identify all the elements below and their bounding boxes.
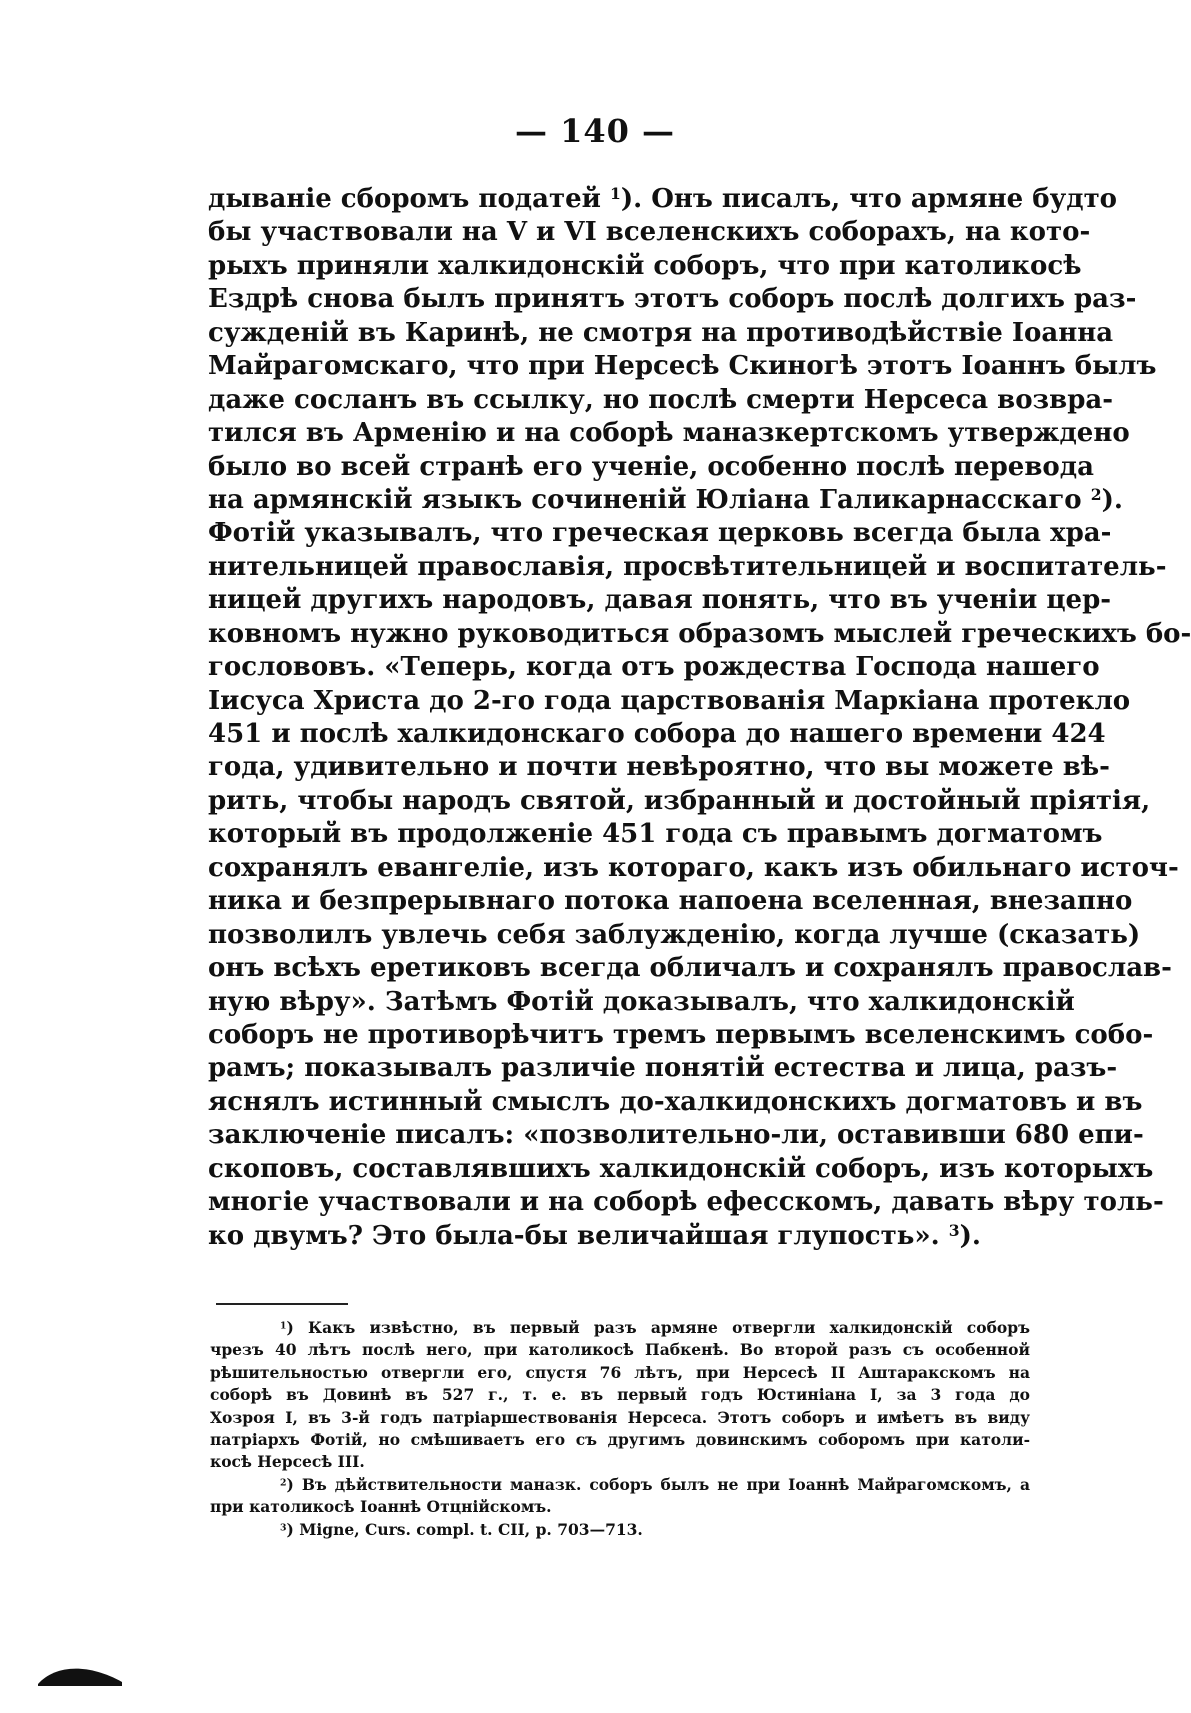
footnote-line bbox=[210, 1407, 1030, 1429]
footnote-text: ) Migne, Curs. compl. t. CII, p. 703—713. bbox=[286, 1519, 643, 1539]
text-line bbox=[208, 685, 1131, 718]
line-text: многіе участвовали и на соборѣ ефесскомъ, давать вѣру толь- bbox=[208, 1187, 1164, 1218]
footnote-text: рѣшительностью отвергли его, спустя 76 лѣтъ, при Нерсесѣ II Аштаракскомъ на bbox=[210, 1362, 1030, 1382]
line-text: яснялъ истинный смыслъ до-халкидонскихъ догматовъ и въ bbox=[208, 1086, 1143, 1117]
footnote-marker: 1 bbox=[609, 184, 621, 204]
text-line bbox=[208, 1153, 1154, 1186]
text-line bbox=[208, 384, 1114, 417]
line-text-tail: ). bbox=[959, 1220, 981, 1251]
footnotes bbox=[210, 1317, 1030, 1541]
text-line bbox=[208, 584, 1112, 617]
text-line bbox=[208, 1052, 1118, 1085]
line-text: года, удивительно и почти невѣроятно, что вы можете вѣ- bbox=[208, 752, 1110, 783]
line-text: на армянскій языкъ сочиненій Юліана Галикарнасскаго bbox=[208, 484, 1091, 515]
footnote-number: 3 bbox=[280, 1521, 287, 1533]
line-text: ковномъ нужно руководиться образомъ мыслей греческихъ бо- bbox=[208, 618, 1191, 649]
line-text: онъ всѣхъ еретиковъ всегда обличалъ и сохранялъ православ- bbox=[208, 953, 1172, 984]
footnote-line bbox=[210, 1496, 1030, 1518]
text-line bbox=[208, 952, 1172, 985]
text-line bbox=[208, 317, 1114, 350]
line-text: нительницей православія, просвѣтительницей и воспитатель- bbox=[208, 551, 1167, 582]
text-line bbox=[208, 183, 1118, 216]
line-text-tail: ). bbox=[1101, 484, 1123, 515]
line-text: сохранялъ евангеліе, изъ котораго, какъ изъ обильнаго источ- bbox=[208, 852, 1179, 883]
line-text: дываніе сборомъ податей bbox=[208, 184, 610, 214]
text-line bbox=[208, 250, 1082, 283]
footnote-marker: 3 bbox=[948, 1220, 960, 1240]
footnote-line bbox=[210, 1474, 1030, 1496]
line-text: скоповъ, составлявшихъ халкидонскій соборъ, изъ которыхъ bbox=[208, 1153, 1154, 1184]
text-line bbox=[208, 986, 1075, 1019]
line-text: сужденій въ Каринѣ, не смотря на противодѣйствіе Іоанна bbox=[208, 317, 1114, 348]
line-text: 451 и послѣ халкидонскаго собора до нашего времени 424 bbox=[208, 719, 1106, 749]
text-line bbox=[208, 350, 1157, 383]
line-text: Майрагомскаго, что при Нерсесѣ Скиногѣ этотъ Іоаннъ былъ bbox=[208, 351, 1157, 382]
text-line bbox=[208, 1186, 1164, 1219]
footnote-number: 2 bbox=[280, 1477, 287, 1489]
line-text: Ездрѣ снова былъ принятъ этотъ соборъ послѣ долгихъ раз- bbox=[208, 284, 1137, 315]
line-text: ника и безпрерывнаго потока напоена вселенная, внезапно bbox=[208, 886, 1133, 917]
line-text: Фотій указывалъ, что греческая церковь всегда была хра- bbox=[208, 518, 1112, 549]
line-text: даже сосланъ въ ссылку, но послѣ смерти Нерсеса возвра- bbox=[208, 384, 1114, 415]
text-line bbox=[208, 1086, 1143, 1119]
line-text: рамъ; показывалъ различіе понятій естества и лица, разъ- bbox=[208, 1053, 1118, 1084]
page-number: — 140 — bbox=[514, 112, 676, 150]
line-text: ницей другихъ народовъ, давая понять, что въ ученіи цер- bbox=[208, 585, 1112, 616]
footnote-text: ) Какъ извѣстно, въ первый разъ армяне отвергли халкидонскій соборъ bbox=[286, 1318, 1030, 1337]
text-line bbox=[208, 651, 1100, 684]
text-line bbox=[208, 818, 1103, 851]
line-text: было во всей странѣ его ученіе, особенно послѣ перевода bbox=[208, 451, 1094, 482]
text-line bbox=[208, 885, 1133, 918]
line-text-tail: ). Онъ писалъ, что армяне будто bbox=[620, 184, 1118, 214]
text-line bbox=[208, 417, 1130, 450]
footnote-line bbox=[210, 1362, 1030, 1384]
text-line bbox=[208, 852, 1179, 885]
text-line bbox=[208, 751, 1110, 784]
footnote-text: патріархъ Фотій, но смѣшиваетъ его съ другимъ довинскимъ соборомъ при католи- bbox=[210, 1429, 1030, 1449]
footnote-line bbox=[210, 1429, 1030, 1451]
footnote-divider bbox=[216, 1303, 348, 1305]
line-text: ную вѣру». Затѣмъ Фотій доказывалъ, что халкидонскій bbox=[208, 986, 1075, 1017]
text-line bbox=[208, 216, 1091, 249]
text-line bbox=[208, 718, 1106, 751]
line-text: бы участвовали на V и VI вселенскихъ соборахъ, на кото- bbox=[208, 217, 1091, 248]
footnote-text: при католикосѣ Іоаннѣ Отцнійскомъ. bbox=[210, 1497, 552, 1517]
footnote-text: ) Въ дѣйствительности маназк. соборъ былъ не при Іоаннѣ Майрагомскомъ, а bbox=[286, 1474, 1030, 1494]
footnote-line bbox=[210, 1317, 1030, 1339]
main-text bbox=[208, 183, 1191, 1253]
text-line bbox=[208, 451, 1094, 484]
footnote-line bbox=[210, 1451, 1030, 1473]
line-text: тился въ Арменію и на соборѣ маназкертскомъ утверждено bbox=[208, 418, 1130, 449]
footnote-line bbox=[210, 1339, 1030, 1361]
text-line bbox=[208, 517, 1112, 550]
line-text: Іисуса Христа до 2-го года царствованія Маркіана протекло bbox=[208, 685, 1131, 716]
text-line bbox=[208, 785, 1151, 818]
text-line bbox=[208, 484, 1123, 517]
line-text: гослововъ. «Теперь, когда отъ рождества Господа нашего bbox=[208, 652, 1100, 683]
line-text: рыхъ приняли халкидонскій соборъ, что при католикосѣ bbox=[208, 250, 1082, 281]
text-line bbox=[208, 1220, 1030, 1253]
footnote-text: Хозроя I, въ 3-й годъ патріаршествованія Нерсеса. Этотъ соборъ и имѣетъ въ виду bbox=[210, 1407, 1030, 1427]
line-text: ко двумъ? Это была-бы величайшая глупость». bbox=[208, 1220, 949, 1251]
footnote-text: косѣ Нерсесѣ III. bbox=[210, 1452, 365, 1472]
text-line bbox=[208, 618, 1191, 651]
line-text: который въ продолженіе 451 года съ правымъ догматомъ bbox=[208, 819, 1103, 850]
footnote-text: чрезъ 40 лѣтъ послѣ него, при католикосѣ Пабкенѣ. Во второй разъ съ особенной bbox=[210, 1340, 1030, 1360]
text-line bbox=[208, 1019, 1154, 1052]
line-text: рить, чтобы народъ святой, избранный и достойный пріятія, bbox=[208, 785, 1151, 816]
footnote-line bbox=[210, 1384, 1030, 1406]
line-text: позволилъ увлечь себя заблужденію, когда лучше (сказать) bbox=[208, 919, 1141, 950]
ink-smudge bbox=[36, 1660, 124, 1686]
footnote-text: соборѣ въ Довинѣ въ 527 г., т. е. въ первый годъ Юстиніана I, за 3 года до bbox=[210, 1385, 1030, 1405]
text-line bbox=[208, 551, 1167, 584]
footnote-number: 1 bbox=[280, 1320, 287, 1332]
text-line bbox=[208, 1119, 1144, 1152]
text-line bbox=[208, 283, 1137, 316]
footnote-line bbox=[210, 1519, 1030, 1541]
text-line bbox=[208, 919, 1141, 952]
line-text: заключеніе писалъ: «позволительно-ли, оставивши 680 епи- bbox=[208, 1120, 1144, 1151]
footnote-marker: 2 bbox=[1090, 485, 1102, 505]
line-text: соборъ не противорѣчитъ тремъ первымъ вселенскимъ собо- bbox=[208, 1019, 1154, 1050]
